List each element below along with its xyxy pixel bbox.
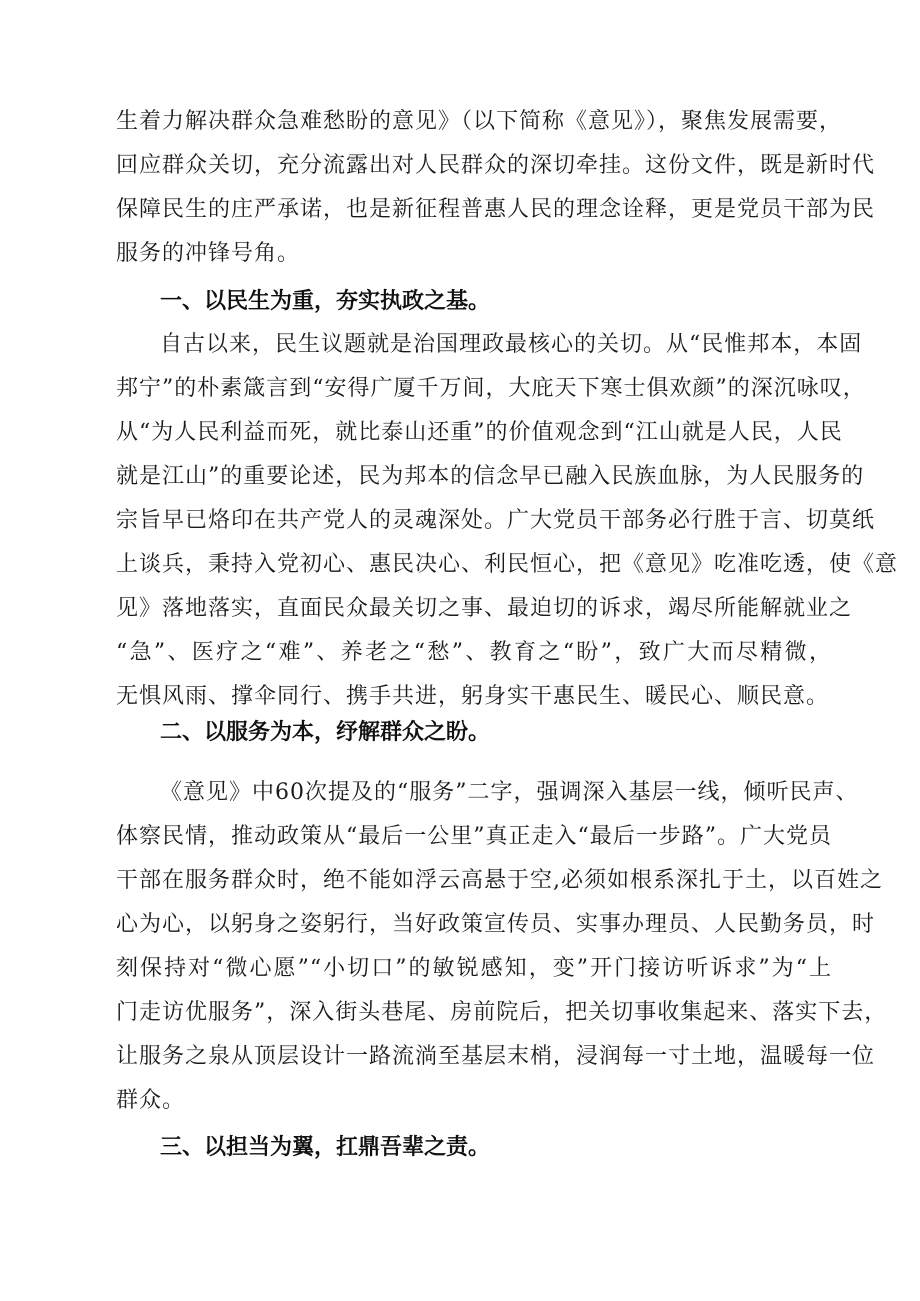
paragraph-line: 生着力解决群众急难愁盼的意见》（以下简称《意见》），聚焦发展需要， bbox=[116, 109, 843, 134]
paragraph-line: 回应群众关切，充分流露出对人民群众的深切牵挂。这份文件，既是新时代 bbox=[116, 153, 876, 178]
paragraph-line: 从“为人民利益而死，就比泰山还重”的价值观念到“江山就是人民，人民 bbox=[116, 420, 843, 445]
paragraph-line: 就是江山”的重要论述，民为邦本的信念早已融入民族血脉，为人民服务的 bbox=[116, 464, 865, 489]
paragraph-line: 宗旨早已烙印在共产党人的灵魂深处。广大党员干部务必行胜于言、切莫纸 bbox=[116, 508, 876, 533]
paragraph-line: 无惧风雨、撑伞同行、携手共进，躬身实干惠民生、暖民心、顺民意。 bbox=[116, 684, 830, 709]
paragraph-line: 刻保持对“微心愿”“小切口”的敏锐感知，变”开门接访听诉求”为“上 bbox=[116, 956, 832, 981]
paragraph-line: 体察民情，推动政策从“最后一公里”真正走入“最后一步路”。广大党员 bbox=[116, 824, 832, 849]
paragraph-line: 上谈兵，秉持入党初心、惠民决心、利民恒心，把《意见》吃准吃透，使《意 bbox=[116, 552, 899, 577]
section-heading-2: 二、以服务为本，纾解群众之盼。 bbox=[160, 720, 491, 745]
paragraph-line: 邦宁”的朴素箴言到“安得广厦千万间，大庇天下寒士俱欢颜”的深沉咏叹， bbox=[116, 376, 866, 401]
paragraph-line: 门走访优服务”，深入街头巷尾、房前院后，把关切事收集起来、落实下去， bbox=[116, 1000, 888, 1025]
paragraph-line: 《意见》中60次提及的“服务”二字，强调深入基层一线，倾听民声、 bbox=[160, 780, 859, 805]
paragraph-line: 干部在服务群众时，绝不能如浮云高悬于空,必须如根系深扎于土，以百姓之 bbox=[116, 868, 883, 893]
paragraph-line: 心为心，以躬身之姿躬行，当好政策宣传员、实事办理员、人民勤务员，时 bbox=[116, 912, 876, 937]
paragraph-line: 保障民生的庄严承诺，也是新征程普惠人民的理念诠释，更是党员干部为民 bbox=[116, 197, 876, 222]
paragraph-line: 群众。 bbox=[116, 1088, 186, 1113]
section-heading-1: 一、以民生为重，夯实执政之基。 bbox=[160, 289, 491, 314]
paragraph-line: 让服务之泉从顶层设计一路流淌至基层末梢，浸润每一寸土地，温暖每一位 bbox=[116, 1044, 876, 1069]
section-heading-3: 三、以担当为翼，扛鼎吾辈之责。 bbox=[160, 1135, 491, 1160]
paragraph-line: 见》落地落实，直面民众最关切之事、最迫切的诉求，竭尽所能解就业之 bbox=[116, 596, 853, 621]
paragraph-line: “急”、医疗之“难”、养老之“愁”、教育之“盼”，致广大而尽精微， bbox=[116, 640, 832, 665]
paragraph-line: 服务的冲锋号角。 bbox=[116, 241, 301, 266]
paragraph-line: 自古以来，民生议题就是治国理政最核心的关切。从“民惟邦本，本固 bbox=[160, 332, 863, 357]
